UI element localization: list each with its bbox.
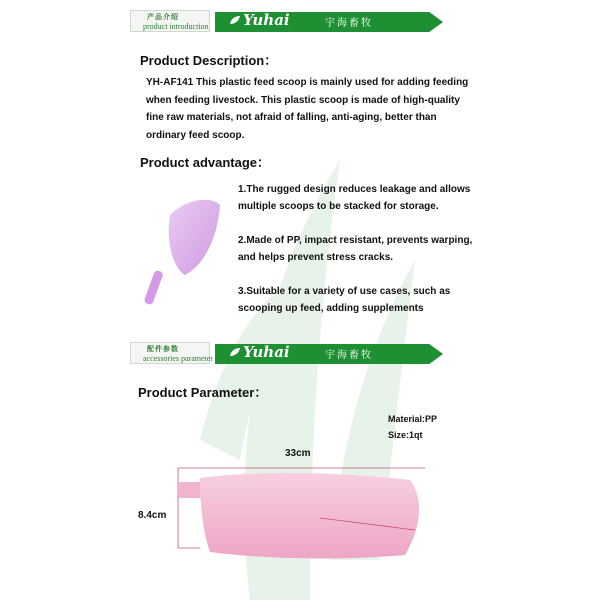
banner-en-label: product introduction bbox=[143, 22, 209, 31]
banner-label-box bbox=[130, 342, 213, 364]
pink-scoop-image bbox=[170, 460, 440, 575]
advantage-item-2: 2.Made of PP, impact resistant, prevents warping, and helps prevent stress cracks. bbox=[238, 235, 473, 263]
advantage-heading: Product advantage： bbox=[140, 155, 271, 170]
brand-logo: Yuhai bbox=[243, 11, 290, 29]
material-label: Material:PP bbox=[388, 414, 438, 424]
advantage-item-3: 3.Suitable for a variety of use cases, such as scooping up feed, adding supplements bbox=[238, 286, 451, 314]
leaf-icon bbox=[229, 15, 241, 25]
purple-scoop-image bbox=[140, 195, 225, 310]
banner-cn-label: 配件参数 bbox=[147, 344, 179, 353]
section-banner-accessories-parameter bbox=[130, 342, 442, 364]
height-dimension: 8.4cm bbox=[138, 510, 167, 521]
banner-cn-label: 产品介绍 bbox=[147, 12, 179, 21]
brand-logo: Yuhai bbox=[243, 343, 290, 361]
section-banner-product-introduction bbox=[130, 10, 442, 32]
description-text: YH-AF141 This plastic feed scoop is mainly used for adding feeding when feeding livestock. This plastic scoop is made of high-quality fine raw materials, not afraid of falling, anti-aging, better than ordinary feed scoop. bbox=[146, 77, 469, 141]
banner-en-label: accessories parameter bbox=[143, 354, 213, 363]
brand-cn-name: 宇海畜牧 bbox=[325, 350, 373, 361]
size-label: Size:1qt bbox=[388, 430, 423, 440]
brand-cn-name: 宇海畜牧 bbox=[325, 18, 373, 29]
leaf-icon bbox=[229, 347, 241, 357]
parameter-heading: Product Parameter： bbox=[138, 385, 268, 400]
banner-label-box bbox=[130, 10, 210, 32]
description-heading: Product Description： bbox=[140, 53, 278, 68]
length-dimension: 33cm bbox=[285, 448, 311, 459]
advantage-item-1: 1.The rugged design reduces leakage and allows multiple scoops to be stacked for storage. bbox=[238, 184, 471, 212]
